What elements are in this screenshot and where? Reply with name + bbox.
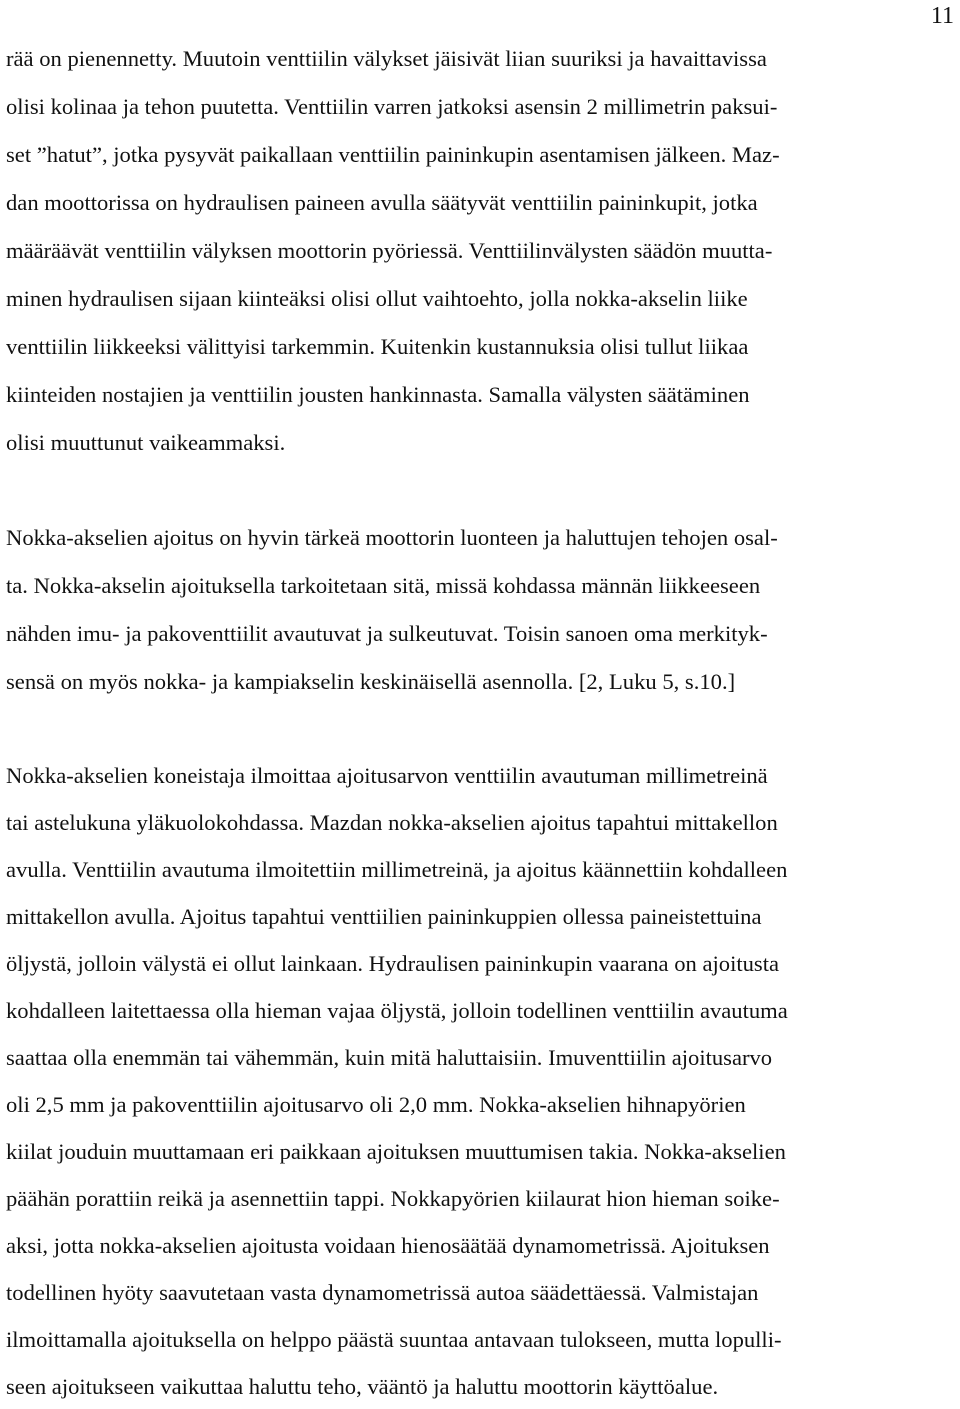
text-line: olisi kolinaa ja tehon puutetta. Venttiilin varren jatkoksi asensin 2 millimetrin paksui- [6,94,778,119]
text-line: tai astelukuna yläkuolokohdassa. Mazdan nokka-akselien ajoitus tapahtui mittakellon [6,810,778,835]
text-line: avulla. Venttiilin avautuma ilmoitettiin millimetreinä, ja ajoitus käännettiin kohdalleen [6,857,788,882]
text-line: kohdalleen laitettaessa olla hieman vajaa öljystä, jolloin todellinen venttiilin avautuma [6,998,788,1023]
text-line: mittakellon avulla. Ajoitus tapahtui venttiilien paininkuppien ollessa paineistettuina [6,904,762,929]
text-line: kiilat jouduin muuttamaan eri paikkaan ajoituksen muuttumisen takia. Nokka-akselien [6,1139,786,1164]
text-line: päähän porattiin reikä ja asennettiin tappi. Nokkapyörien kiilaurat hion hieman soike- [6,1186,780,1211]
text-line: oli 2,5 mm ja pakoventtiilin ajoitusarvo oli 2,0 mm. Nokka-akselien hihnapyörien [6,1092,746,1117]
page-number: 11 [930,3,954,29]
text-line: todellinen hyöty saavutetaan vasta dynamometrissä autoa säädettäessä. Valmistajan [6,1280,759,1305]
text-line: öljystä, jolloin välystä ei ollut lainkaan. Hydraulisen paininkupin vaarana on ajoitusta [6,951,780,976]
text-line: Nokka-akselien ajoitus on hyvin tärkeä moottorin luonteen ja haluttujen tehojen osal- [6,525,778,550]
text-line: määräävät venttiilin välyksen moottorin pyöriessä. Venttiilinvälysten säädön muutta- [6,238,773,263]
text-line: venttiilin liikkeeksi välittyisi tarkemmin. Kuitenkin kustannuksia olisi tullut liikaa [6,334,749,359]
text-line: rää on pienennetty. Muutoin venttiilin välykset jäisivät liian suuriksi ja havaittavissa [6,46,767,71]
text-line: minen hydraulisen sijaan kiinteäksi olisi ollut vaihtoehto, jolla nokka-akselin liike [6,286,748,311]
text-line: ta. Nokka-akselin ajoituksella tarkoitetaan sitä, missä kohdassa männän liikkeeseen [6,573,761,598]
text-line: ilmoittamalla ajoituksella on helppo päästä suuntaa antavaan tulokseen, mutta lopulli- [6,1327,782,1352]
text-line: olisi muuttunut vaikeammaksi. [6,430,286,455]
text-line: nähden imu- ja pakoventtiilit avautuvat ja sulkeutuvat. Toisin sanoen oma merkityk- [6,621,768,646]
text-line: dan moottorissa on hydraulisen paineen avulla säätyvät venttiilin paininkupit, jotka [6,190,758,215]
text-line: saattaa olla enemmän tai vähemmän, kuin mitä haluttaisiin. Imuventtiilin ajoitusarvo [6,1045,773,1070]
text-line: set ”hatut”, jotka pysyvät paikallaan venttiilin paininkupin asentamisen jälkeen. Maz- [6,142,780,167]
text-line: kiinteiden nostajien ja venttiilin jousten hankinnasta. Samalla välysten säätäminen [6,382,750,407]
text-line: aksi, jotta nokka-akselien ajoitusta voidaan hienosäätää dynamometrissä. Ajoituksen [6,1233,770,1258]
text-line: sensä on myös nokka- ja kampiakselin keskinäisellä asennolla. [2, Luku 5, s.10.] [6,669,736,694]
text-line: Nokka-akselien koneistaja ilmoittaa ajoitusarvon venttiilin avautuman millimetreinä [6,763,768,788]
text-line: seen ajoitukseen vaikuttaa haluttu teho, vääntö ja haluttu moottorin käyttöalue. [6,1374,719,1399]
